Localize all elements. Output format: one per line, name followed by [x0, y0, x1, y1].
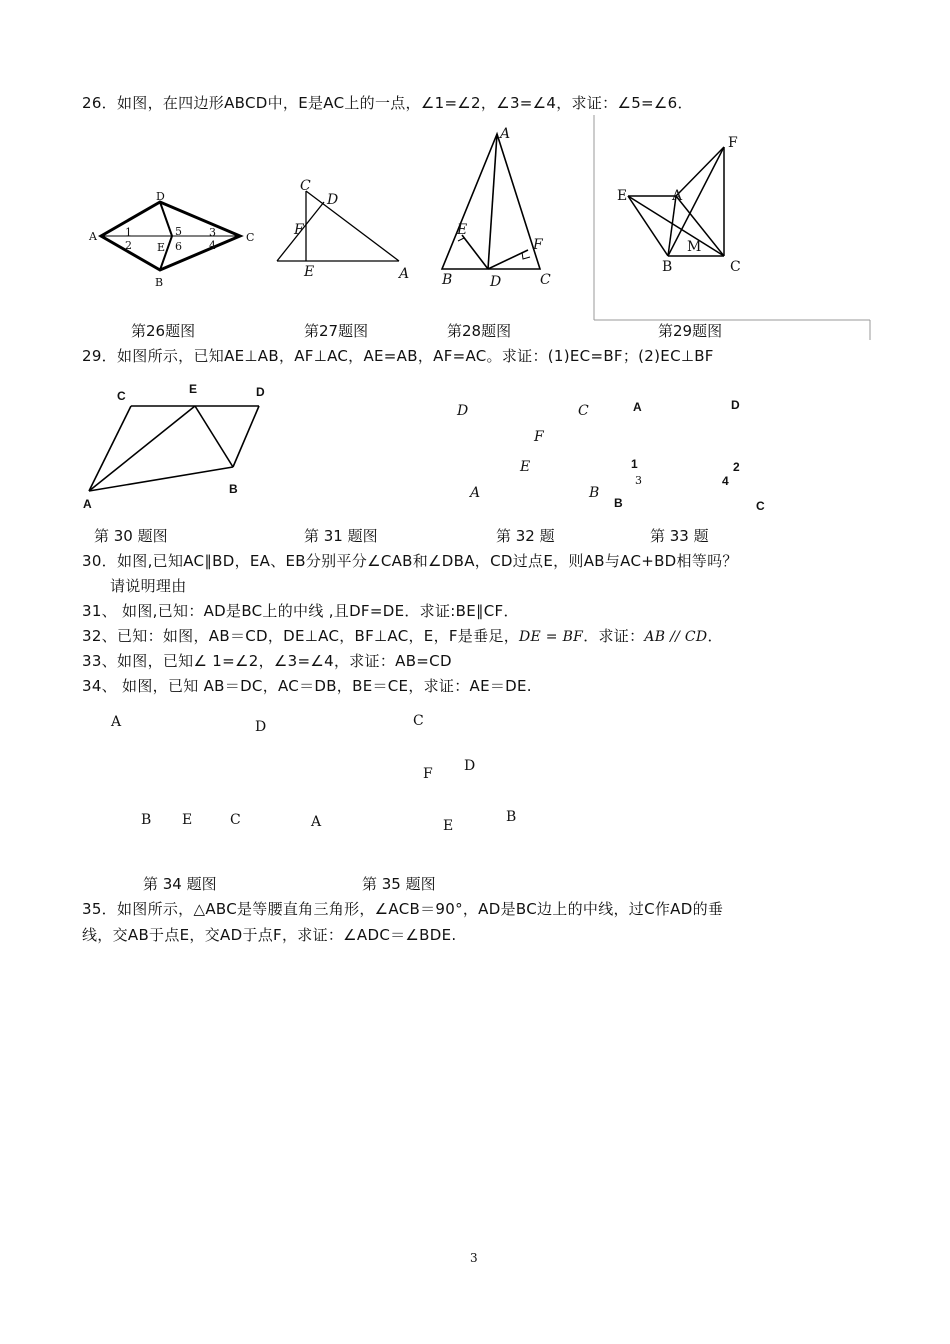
fig26-label-c: C: [246, 231, 255, 244]
fig31-label-d: D: [457, 403, 469, 419]
fig26-label-b: B: [155, 276, 164, 289]
fig35-label-a: A: [311, 814, 322, 830]
fig29-label-c: C: [730, 259, 741, 275]
fig31-label-e: E: [520, 459, 531, 475]
fig33-angle-4: 4: [722, 474, 729, 488]
caption-fig-28: 第28题图: [447, 322, 512, 340]
fig27-label-d: D: [327, 192, 339, 208]
caption-fig-29: 第29题图: [658, 322, 723, 340]
fig35-label-f: F: [423, 766, 433, 782]
fig28-label-b: B: [442, 272, 453, 288]
fig33-angle-3: 3: [635, 474, 642, 487]
caption-fig-27: 第27题图: [304, 322, 369, 340]
question-35-line-1: 35．如图所示，△ABC是等腰直角三角形，∠ACB＝90°，AD是BC边上的中线，过C作AD的垂: [82, 900, 724, 918]
fig30-label-d: D: [256, 385, 265, 399]
fig34-label-c: C: [230, 812, 241, 828]
question-32: [82, 625, 723, 646]
fig28-label-d: D: [490, 274, 502, 290]
fig27-label-a: A: [399, 266, 410, 282]
question-32-text: 32、已知：如图，AB＝CD，DE⊥AC，BF⊥AC，E，F是垂足，: [82, 627, 519, 645]
fig27-label-e: E: [304, 264, 315, 280]
fig33-angle-1: 1: [631, 457, 638, 471]
caption-fig-34: 第 34 题图: [143, 875, 217, 893]
question-29: 29．如图所示，已知AE⊥AB，AF⊥AC，AE=AB，AF=AC。求证：(1)EC=BF；(2)EC⊥BF: [82, 347, 714, 365]
fig29-label-b: B: [662, 259, 673, 275]
question-31: 31、 如图,已知：AD是BC上的中线 ,且DF=DE．求证:BE∥CF．: [82, 602, 519, 620]
fig33-label-d: D: [731, 398, 740, 412]
fig35-label-e: E: [443, 818, 454, 834]
fig34-label-e: E: [182, 812, 193, 828]
fig29-label-f: F: [728, 135, 738, 151]
fig26-angle-1: 1: [125, 226, 132, 239]
fig26-angle-4: 4: [209, 239, 216, 252]
fig33-label-b: B: [614, 496, 623, 510]
fig30-label-b: B: [229, 482, 238, 496]
caption-fig-26: 第26题图: [131, 322, 196, 340]
question-35-line-2: 线，交AB于点E，交AD于点F，求证：∠ADC＝∠BDE.: [82, 926, 457, 944]
fig35-label-b: B: [506, 809, 517, 825]
fig34-label-b: B: [141, 812, 152, 828]
fig26-angle-6: 6: [175, 240, 182, 253]
fig28-label-c: C: [540, 272, 551, 288]
question-32-math-2: AB // CD: [644, 629, 708, 645]
caption-fig-31: 第 31 题图: [304, 527, 378, 545]
question-30-line-2: 请说明理由: [110, 577, 187, 595]
fig27-label-f: F: [294, 222, 304, 238]
fig34-label-a: A: [111, 714, 122, 730]
fig35-label-c: C: [413, 713, 424, 729]
fig30-label-c: C: [117, 389, 126, 403]
fig29-label-e: E: [617, 188, 628, 204]
fig35-label-d: D: [464, 758, 476, 774]
caption-fig-32: 第 32 题: [496, 527, 555, 545]
fig31-label-a: A: [470, 485, 481, 501]
fig26-angle-5: 5: [175, 225, 182, 238]
fig33-label-a: A: [633, 400, 642, 414]
fig26-label-a: A: [89, 230, 97, 243]
question-26: 26．如图，在四边形ABCD中，E是AC上的一点，∠1=∠2，∠3=∠4，求证：∠5=∠6．: [82, 94, 693, 112]
fig26-label-e: E: [157, 241, 166, 254]
question-33: 33、如图，已知∠ 1=∠2，∠3=∠4，求证：AB=CD: [82, 652, 452, 670]
fig31-label-f: F: [534, 429, 544, 445]
fig27-label-c: C: [300, 178, 311, 194]
page-number: 3: [470, 1251, 478, 1265]
fig31-label-c: C: [578, 403, 589, 419]
fig30-label-a: A: [83, 497, 92, 511]
fig26-angle-3: 3: [209, 226, 216, 239]
fig29-label-a: A: [672, 188, 683, 204]
caption-fig-33: 第 33 题: [650, 527, 709, 545]
fig26-label-d: D: [156, 190, 165, 203]
fig31-label-b: B: [589, 485, 600, 501]
fig29-label-m: M: [687, 239, 702, 255]
question-34: 34、 如图，已知 AB＝DC，AC＝DB，BE＝CE，求证：AE＝DE.: [82, 677, 532, 695]
fig26-angle-2: 2: [125, 239, 132, 252]
caption-fig-30: 第 30 题图: [94, 527, 168, 545]
fig28-label-e: E: [457, 222, 468, 238]
fig33-label-c: C: [756, 499, 765, 513]
question-32-end: ．: [707, 627, 723, 645]
fig34-label-d: D: [255, 719, 267, 735]
caption-fig-35: 第 35 题图: [362, 875, 436, 893]
fig33-angle-2: 2: [733, 460, 740, 474]
fig30-label-e: E: [189, 382, 198, 396]
question-32-math-1: DE = BF: [519, 629, 584, 645]
fig28-label-a: A: [500, 126, 511, 142]
fig28-label-f: F: [533, 237, 543, 253]
question-30-line-1: 30．如图,已知AC∥BD，EA、EB分别平分∠CAB和∠DBA，CD过点E，则AB与AC+BD相等吗？: [82, 552, 738, 570]
question-32-mid: ．求证：: [583, 627, 645, 645]
